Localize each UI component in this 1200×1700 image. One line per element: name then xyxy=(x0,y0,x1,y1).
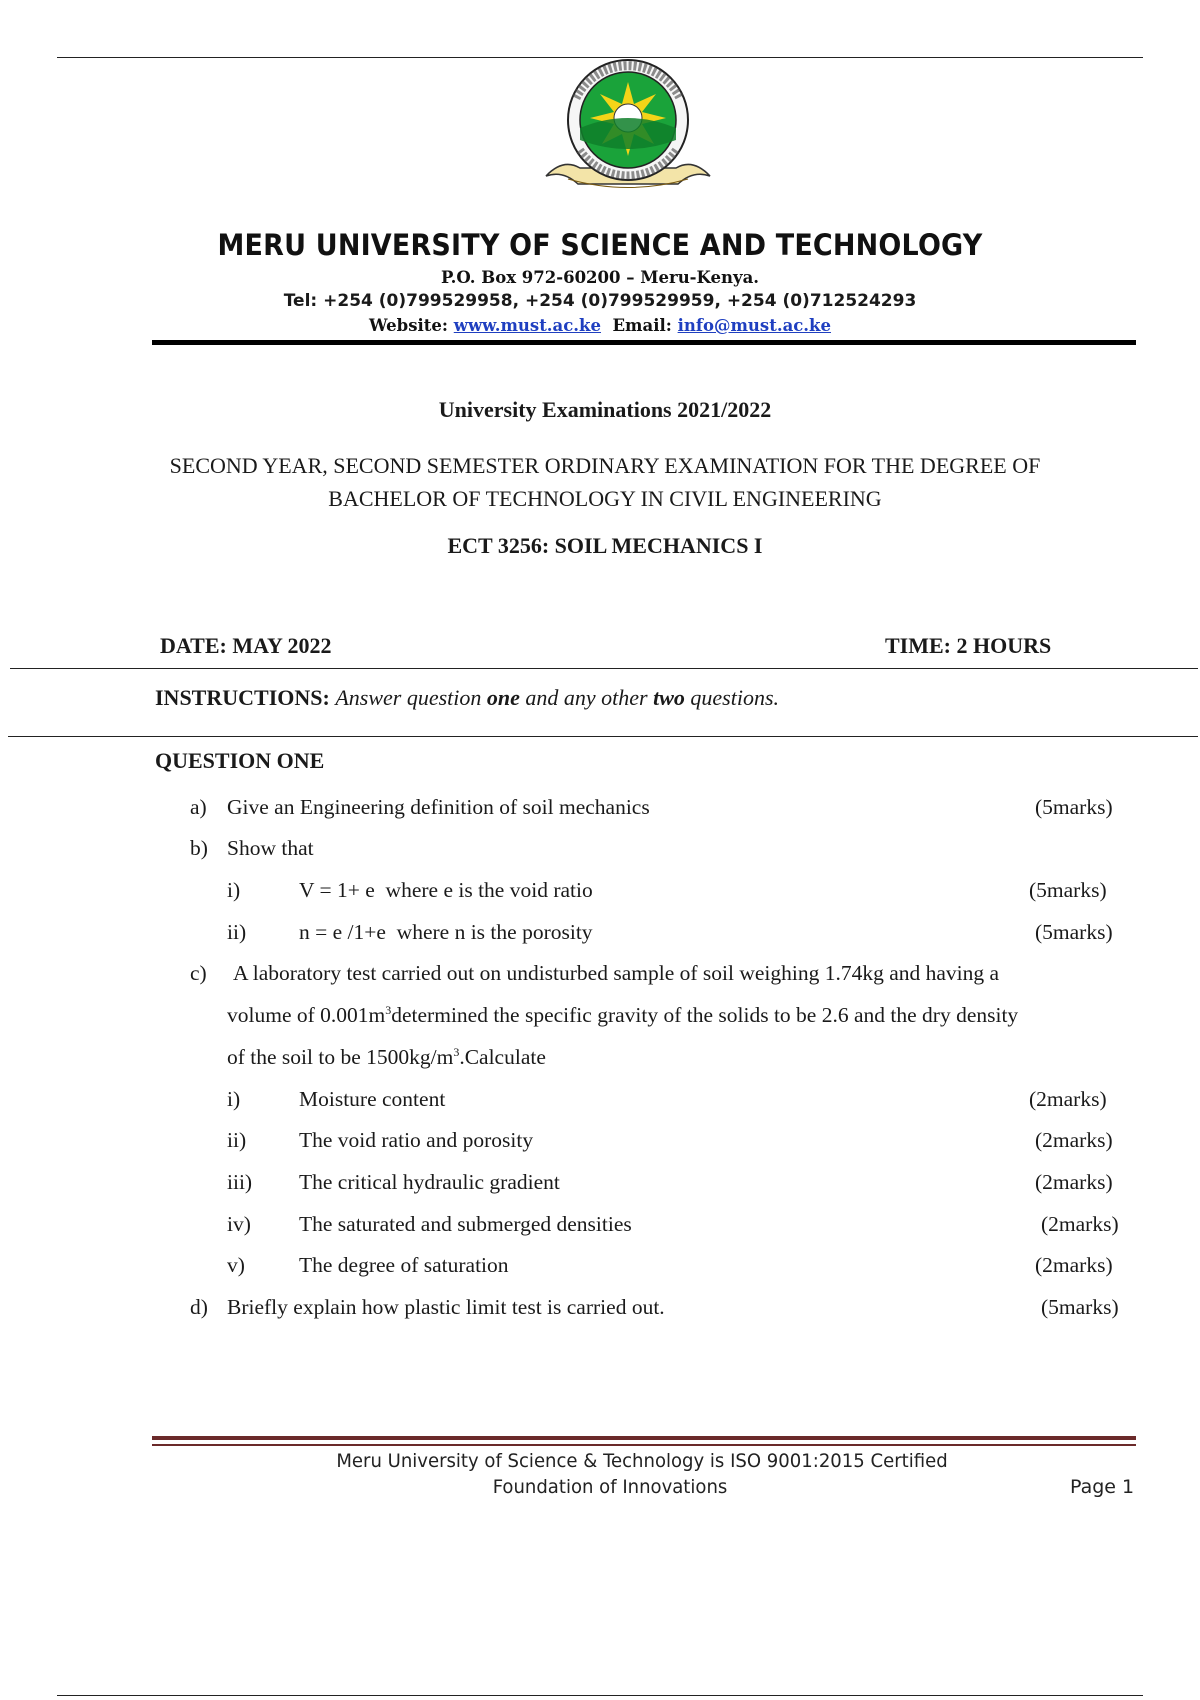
instructions xyxy=(155,685,779,711)
part-c-line-2-b: determined the specific gravity of the solids to be 2.6 and the dry density xyxy=(391,1003,1019,1028)
degree-line-2: BACHELOR OF TECHNOLOGY IN CIVIL ENGINEERING xyxy=(328,486,882,511)
degree-title xyxy=(5,449,1200,515)
page-number: Page 1 xyxy=(1070,1476,1135,1498)
part-c-iii-text: The critical hydraulic gradient xyxy=(299,1170,560,1194)
part-c-line-1: A laboratory test carried out on undisturbed sample of soil weighing 1.74kg and having a xyxy=(233,961,1000,985)
part-c-v-label: v) xyxy=(227,1253,245,1277)
part-d-marks: (5marks) xyxy=(1041,1295,1119,1319)
part-b-label: b) xyxy=(190,836,208,860)
instructions-rule xyxy=(8,736,1198,737)
part-c-iv-marks: (2marks) xyxy=(1041,1212,1119,1236)
part-c-iii-label: iii) xyxy=(227,1170,253,1194)
part-b-ii-marks: (5marks) xyxy=(1035,920,1113,944)
part-b-i-marks: (5marks) xyxy=(1029,878,1107,902)
part-d-label: d) xyxy=(190,1295,208,1319)
instructions-two: two xyxy=(653,685,685,710)
part-c-ii-label: ii) xyxy=(227,1128,247,1152)
part-c-i-marks: (2marks) xyxy=(1029,1087,1107,1111)
bottom-rule xyxy=(57,1695,1143,1696)
instructions-part-2: and any other xyxy=(525,685,648,710)
part-b-ii-label: ii) xyxy=(227,920,247,944)
website-label: Website: xyxy=(369,316,448,335)
footer-rule-thick xyxy=(152,1436,1136,1440)
exam-title: University Examinations 2021/2022 xyxy=(438,397,772,422)
part-b-text: Show that xyxy=(227,836,314,860)
part-c-line-3-a: of the soil to be 1500kg/m xyxy=(227,1045,454,1070)
part-c-v-marks: (2marks) xyxy=(1035,1253,1113,1277)
part-c-label: c) xyxy=(190,961,207,985)
part-a-label: a) xyxy=(190,795,207,819)
header-thick-rule xyxy=(152,340,1136,345)
degree-line-1: SECOND YEAR, SECOND SEMESTER ORDINARY EXAMINATION FOR THE DEGREE OF xyxy=(169,453,1041,478)
email-label: Email: xyxy=(612,316,672,335)
instructions-part-3: questions. xyxy=(690,685,780,710)
part-b-ii-text: n = e /1+e where n is the porosity xyxy=(299,920,593,944)
part-a-marks: (5marks) xyxy=(1035,795,1113,819)
footer-rule-thin xyxy=(152,1444,1136,1446)
part-c-line-2 xyxy=(227,1003,1018,1028)
footer-certification: Meru University of Science & Technology is ISO 9001:2015 Certified xyxy=(336,1450,948,1472)
footer-motto: Foundation of Innovations xyxy=(492,1476,728,1498)
part-c-i-text: Moisture content xyxy=(299,1087,446,1111)
date-rule xyxy=(10,668,1198,669)
instructions-label: INSTRUCTIONS: xyxy=(155,685,330,710)
part-c-iii-marks: (2marks) xyxy=(1035,1170,1113,1194)
part-c-line-3-b: .Calculate xyxy=(459,1045,546,1070)
email-link[interactable]: info@must.ac.ke xyxy=(677,316,831,335)
question-heading: QUESTION ONE xyxy=(155,748,325,773)
part-d-text: Briefly explain how plastic limit test is carried out. xyxy=(227,1295,665,1319)
part-c-line-2-sup: 3 xyxy=(385,1003,392,1017)
postal-address: P.O. Box 972-60200 – Meru-Kenya. xyxy=(440,268,760,287)
part-c-i-label: i) xyxy=(227,1087,241,1111)
instructions-one: one xyxy=(486,685,520,710)
part-c-ii-marks: (2marks) xyxy=(1035,1128,1113,1152)
part-c-iv-text: The saturated and submerged densities xyxy=(299,1212,632,1236)
part-c-ii-text: The void ratio and porosity xyxy=(299,1128,534,1152)
web-contact xyxy=(0,316,1200,335)
website-link[interactable]: www.must.ac.ke xyxy=(453,316,601,335)
part-c-line-2-a: volume of 0.001m xyxy=(227,1003,386,1028)
part-c-line-3 xyxy=(227,1045,546,1070)
part-a-text: Give an Engineering definition of soil mechanics xyxy=(227,795,650,819)
university-logo xyxy=(528,58,728,208)
university-name: MERU UNIVERSITY OF SCIENCE AND TECHNOLOGY xyxy=(217,228,983,262)
telephone-numbers: Tel: +254 (0)799529958, +254 (0)799529959, +254 (0)712524293 xyxy=(283,291,917,311)
part-c-line-3-sup: 3 xyxy=(453,1045,460,1059)
part-c-v-text: The degree of saturation xyxy=(299,1253,509,1277)
part-b-i-label: i) xyxy=(227,878,241,902)
part-c-iv-label: iv) xyxy=(227,1212,251,1236)
exam-date: DATE: MAY 2022 xyxy=(160,633,332,658)
part-b-i-text: V = 1+ e where e is the void ratio xyxy=(299,878,593,902)
course-unit: ECT 3256: SOIL MECHANICS I xyxy=(447,533,763,558)
instructions-part-1: Answer question xyxy=(335,685,482,710)
exam-time: TIME: 2 HOURS xyxy=(885,633,1052,658)
